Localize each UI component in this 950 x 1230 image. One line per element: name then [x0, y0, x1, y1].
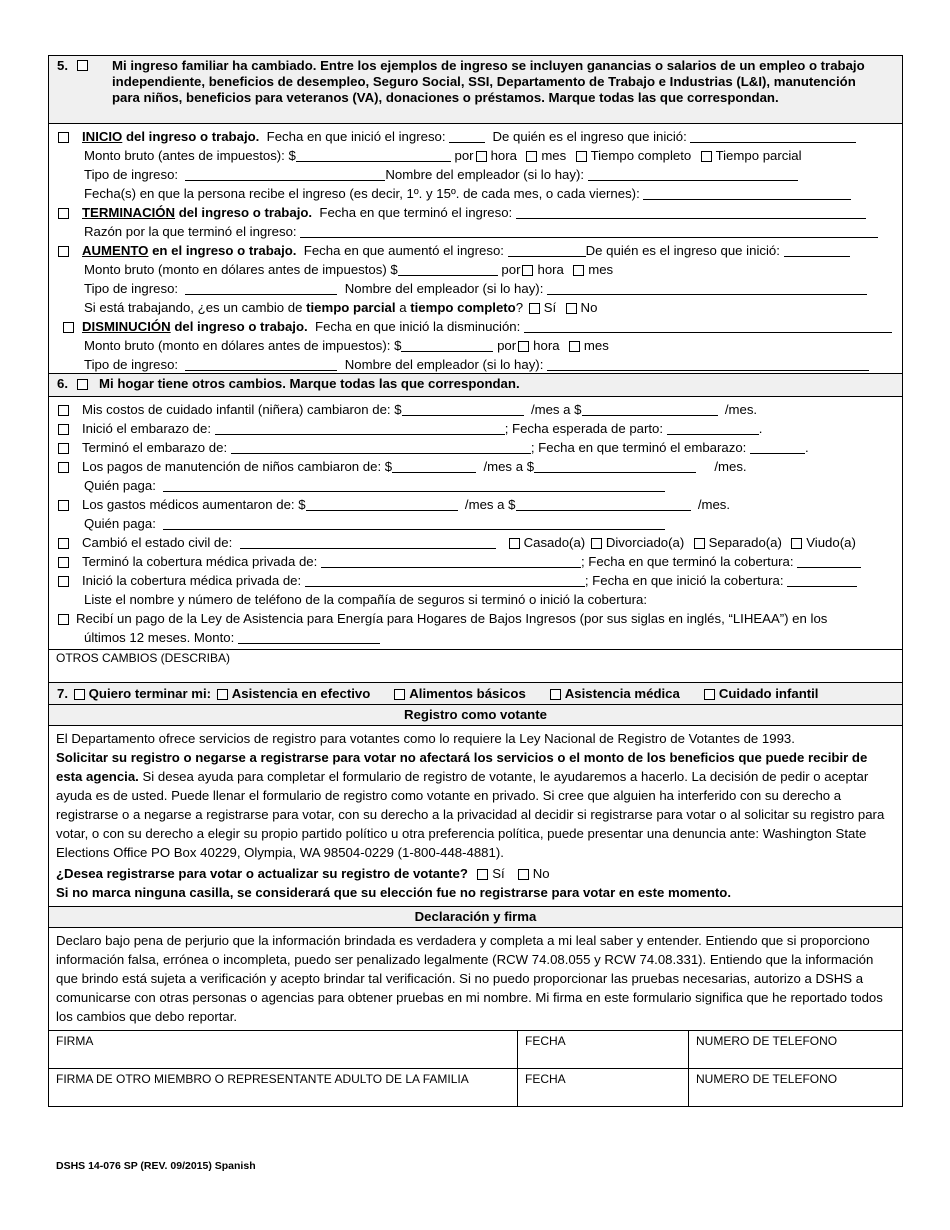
nombre-empleador-field[interactable] — [588, 167, 798, 181]
liheaa-label: Recibí un pago de la Ley de Asistencia para Energía para Hogares de Bajos Ingresos (por sus siglas en inglés, “LIHEAA”) en los — [76, 611, 828, 626]
manutencion-row — [49, 457, 902, 476]
efectivo-label: Asistencia en efectivo — [231, 686, 371, 701]
si-checkbox[interactable] — [529, 303, 540, 314]
alimentos-checkbox[interactable] — [394, 689, 405, 700]
fecha-label: FECHA — [525, 1034, 566, 1048]
signature-row-1 — [49, 1030, 902, 1068]
aumento-monto-label: Monto bruto (monto en dólares antes de impuestos) $ — [84, 262, 398, 277]
disminucion-fecha-field[interactable] — [524, 319, 892, 333]
declaration-section — [49, 907, 902, 1106]
aumento-row — [49, 241, 902, 260]
inicio-fecha-field[interactable] — [449, 129, 485, 143]
cobertura-termino-row — [49, 552, 902, 571]
fecha-termino-embarazo-field[interactable] — [750, 440, 805, 454]
nombre-empleador-label: Nombre del empleador (si lo hay): — [344, 281, 544, 296]
gastos-checkbox[interactable] — [58, 500, 69, 511]
voter-note: Si no marca ninguna casilla, se considerará que su elección fue no registrarse para votar en este momento. — [56, 885, 731, 900]
mes-end-label: /mes. — [697, 497, 731, 512]
embarazo-inicio-row — [49, 419, 902, 438]
section-5-checkbox[interactable] — [77, 60, 88, 71]
disminucion-fecha-label: Fecha en que inició la disminución: — [315, 319, 521, 334]
nombre-empleador-label: Nombre del empleador (si lo hay): — [385, 167, 585, 182]
embarazo-termino-label: Terminó el embarazo de: — [82, 440, 228, 455]
terminacion-checkbox[interactable] — [58, 208, 69, 219]
aumento-label-rest: en el ingreso o trabajo. — [148, 243, 297, 258]
voter-p2-rest: Si desea ayuda para completar el formulario de registro de votante, le ayudaremos a hacerlo. La decisión de pedir o aceptar ayuda es de usted. Puede llenar el formulario de registro como votante en privado. Si cree que alguien ha interferido con su derecho a registrarse o a negarse a registrarse para votar, con su derecho a la privacidad al decidir si registrarse para votar o al solicitar su registro para votar, o con su derecho a elegir su propio partido político u otra preferencia política, puede presentar una denuncia ante: Washington State Elections Office PO Box 40229, Olympia, WA 98504-0229 (1-800-448-4881). — [56, 769, 885, 860]
cuidado-to-field[interactable] — [582, 402, 718, 416]
manutencion-checkbox[interactable] — [58, 462, 69, 473]
tipo-ingreso-field[interactable] — [185, 357, 337, 371]
tiempo-cambio-label: Si está trabajando, ¿es un cambio de — [84, 300, 307, 315]
fecha-field-2[interactable] — [518, 1069, 689, 1106]
liheaa-row — [49, 609, 902, 628]
fechas-recibe-label: Fecha(s) en que la persona recibe el ingreso (es decir, 1º. y 15º. de cada mes, o cada viernes): — [84, 186, 640, 201]
aumento-monto-field[interactable] — [398, 262, 498, 276]
efectivo-checkbox[interactable] — [217, 689, 228, 700]
disminucion-label-rest: del ingreso o trabajo. — [170, 319, 308, 334]
no-label: No — [580, 300, 598, 315]
signature-row-2 — [49, 1068, 902, 1106]
terminacion-row — [49, 203, 902, 222]
liste-row — [84, 590, 902, 609]
section-6-checkbox[interactable] — [77, 379, 88, 390]
por-label: por — [454, 148, 474, 163]
separado-label: Separado(a) — [708, 535, 782, 550]
inicio-de-quien-field[interactable] — [690, 129, 856, 143]
fecha-label: FECHA — [525, 1072, 566, 1086]
firma-label: FIRMA — [56, 1034, 94, 1048]
infantil-label: Cuidado infantil — [718, 686, 819, 701]
hora-label: hora — [490, 148, 517, 163]
inicio-row — [49, 127, 902, 146]
manutencion-label: Los pagos de manutención de niños cambiaron de: $ — [82, 459, 393, 474]
tiempo-cambio-row — [84, 298, 902, 317]
alimentos-label: Alimentos básicos — [409, 686, 526, 701]
nombre-empleador-field[interactable] — [547, 357, 869, 371]
mes-checkbox[interactable] — [526, 151, 537, 162]
inicio-label: INICIO — [82, 129, 123, 144]
declaration-text: Declaro bajo pena de perjurio que la información brindada es verdadera y completa a mi leal saber y entender. Entiendo que si proporciono información falsa, errónea o incompleta, puedo ser penalizado legalmente (RCW 74.08.055 y RCW 74.08.331). Entiendo que la información que brindo está sujeta a verificación y acepto brindar tal verificación. Si no puedo proporcionar las pruebas necesarias, autorizo a DSHS a comunicarse con otras personas o agencias para obtener pruebas en mi nombre. Mi firma en este formulario significa que he reportado todos los cambios que debo reportar. — [56, 933, 883, 1024]
medica-label: Asistencia médica — [564, 686, 680, 701]
section-7-checkbox[interactable] — [74, 689, 85, 700]
embarazo-termino-row — [49, 438, 902, 457]
nombre-empleador-field[interactable] — [547, 281, 867, 295]
firma-field[interactable] — [49, 1031, 518, 1068]
fecha-inicio-cobertura-label: ; Fecha en que inició la cobertura: — [584, 573, 784, 588]
declaration-title: Declaración y firma — [49, 907, 902, 928]
section-7-label: Quiero terminar mi: — [88, 686, 212, 701]
por-label: por — [497, 338, 517, 353]
terminacion-fecha-field[interactable] — [516, 205, 866, 219]
nombre-empleador-label: Nombre del empleador (si lo hay): — [344, 357, 544, 372]
hora-checkbox[interactable] — [518, 341, 529, 352]
disminucion-label: DISMINUCIÓN — [82, 319, 171, 334]
a-label: a — [395, 300, 411, 315]
voter-question: ¿Desea registrarse para votar o actualizar su registro de votante? — [56, 866, 468, 881]
mes-end-label: /mes. — [724, 402, 758, 417]
quien-paga-field[interactable] — [163, 516, 665, 530]
cuidado-label: Mis costos de cuidado infantil (niñera) cambiaron de: $ — [82, 402, 402, 417]
quien-paga-label: Quién paga: — [84, 478, 156, 493]
mes-a-label: /mes a $ — [483, 459, 535, 474]
aumento-tipo-row — [84, 279, 902, 298]
viudo-checkbox[interactable] — [791, 538, 802, 549]
aumento-de-quien-field[interactable] — [784, 243, 850, 257]
telefono-field[interactable] — [689, 1031, 902, 1068]
fechas-recibe-row — [84, 184, 902, 203]
liheaa-monto-label: últimos 12 meses. Monto: — [84, 630, 235, 645]
embarazo-termino-field[interactable] — [231, 440, 531, 454]
tiempo-parcial-label: Tiempo parcial — [715, 148, 802, 163]
quien-paga-label: Quién paga: — [84, 516, 156, 531]
razon-label: Razón por la que terminó el ingreso: — [84, 224, 297, 239]
voter-p2 — [56, 748, 895, 862]
separado-checkbox[interactable] — [694, 538, 705, 549]
medica-checkbox[interactable] — [550, 689, 561, 700]
fechas-recibe-field[interactable] — [643, 186, 851, 200]
tipo-ingreso-field[interactable] — [185, 281, 337, 295]
monto-bruto-field[interactable] — [296, 148, 451, 162]
tiempo-completo-label: Tiempo completo — [590, 148, 692, 163]
section-5-title: Mi ingreso familiar ha cambiado. Entre los ejemplos de ingreso se incluyen ganancias o salarios de un empleo o trabajo independiente, beneficios de desempleo, Seguro Social, SSI, Departamento de Trabajo e Industrias (L&I), manutención para niños, beneficios para veteranos (VA), donaciones o préstamos. Marque todas las que correspondan. — [112, 58, 865, 105]
change-report-form — [48, 55, 903, 1107]
firma-otro-label: FIRMA DE OTRO MIEMBRO O REPRESENTANTE ADULTO DE LA FAMILIA — [56, 1072, 469, 1086]
fecha-termino-cobertura-label: ; Fecha en que terminó la cobertura: — [580, 554, 794, 569]
cuidado-row — [49, 400, 902, 419]
cobertura-termino-label: Terminó la cobertura médica privada de: — [82, 554, 318, 569]
estado-civil-row — [49, 533, 902, 552]
fecha-parto-field[interactable] — [667, 421, 759, 435]
question-mark: ? — [515, 300, 524, 315]
mes-a-label: /mes a $ — [464, 497, 516, 512]
embarazo-inicio-label: Inició el embarazo de: — [82, 421, 212, 436]
estado-civil-label: Cambió el estado civil de: — [82, 535, 233, 550]
fecha-inicio-cobertura-field[interactable] — [787, 573, 857, 587]
cuidado-from-field[interactable] — [402, 402, 524, 416]
section-7-row — [57, 684, 902, 703]
viudo-label: Viudo(a) — [806, 535, 856, 550]
tiempo-completo-checkbox[interactable] — [576, 151, 587, 162]
section-6-title: Mi hogar tiene otros cambios. Marque todas las que correspondan. — [99, 376, 520, 391]
cobertura-inicio-label: Inició la cobertura médica privada de: — [82, 573, 302, 588]
disminucion-tipo-row — [84, 355, 902, 374]
section-7-number: 7. — [57, 686, 68, 701]
terminacion-label: TERMINACIÓN — [82, 205, 176, 220]
embarazo-termino-checkbox[interactable] — [58, 443, 69, 454]
inicio-de-quien-label: De quién es el ingreso que inició: — [492, 129, 687, 144]
tiempo-parcial-bold: tiempo parcial — [306, 300, 396, 315]
cobertura-termino-checkbox[interactable] — [58, 557, 69, 568]
inicio-tipo-row — [84, 165, 902, 184]
section-5-body — [49, 124, 902, 374]
period: . — [758, 421, 763, 436]
hora-label: hora — [533, 338, 560, 353]
quien-paga-row-2 — [84, 514, 902, 533]
si-label: Sí — [543, 300, 557, 315]
mes-label: mes — [588, 262, 614, 277]
voter-p2-bold: Solicitar su registro o negarse a registrarse para votar no afectará los servicios o el monto de los beneficios que puede recibir de esta agencia. — [56, 750, 868, 784]
divorciado-checkbox[interactable] — [591, 538, 602, 549]
telefono-field-2[interactable] — [689, 1069, 902, 1106]
estado-civil-checkbox[interactable] — [58, 538, 69, 549]
hora-checkbox[interactable] — [476, 151, 487, 162]
voter-registration-title: Registro como votante — [49, 705, 902, 726]
voter-no-label: No — [532, 866, 550, 881]
fecha-field[interactable] — [518, 1031, 689, 1068]
section-7 — [49, 683, 902, 705]
tipo-ingreso-field[interactable] — [185, 167, 385, 181]
embarazo-inicio-checkbox[interactable] — [58, 424, 69, 435]
section-6-header — [49, 374, 902, 397]
aumento-de-quien-label: De quién es el ingreso que inició: — [585, 243, 780, 258]
terminacion-label-rest: del ingreso o trabajo. — [175, 205, 313, 220]
aumento-monto-row — [84, 260, 902, 279]
quien-paga-row — [84, 476, 902, 495]
inicio-monto-row — [84, 146, 902, 165]
embarazo-inicio-field[interactable] — [215, 421, 505, 435]
otros-cambios-box[interactable] — [49, 649, 902, 683]
por-label: por — [501, 262, 521, 277]
voter-registration-section — [49, 705, 902, 907]
tiempo-parcial-checkbox[interactable] — [701, 151, 712, 162]
gastos-label: Los gastos médicos aumentaron de: $ — [82, 497, 306, 512]
mes-label: mes — [583, 338, 609, 353]
aumento-label: AUMENTO — [82, 243, 149, 258]
cobertura-inicio-field[interactable] — [305, 573, 585, 587]
period: . — [805, 440, 809, 455]
manutencion-to-field[interactable] — [534, 459, 696, 473]
tipo-ingreso-label: Tipo de ingreso: — [84, 281, 179, 296]
estado-civil-field[interactable] — [240, 535, 496, 549]
liste-label: Liste el nombre y número de teléfono de la compañía de seguros si terminó o inició la cobertura: — [84, 592, 647, 607]
gastos-to-field[interactable] — [516, 497, 691, 511]
terminacion-fecha-label: Fecha en que terminó el ingreso: — [319, 205, 513, 220]
section-5-number: 5. — [57, 58, 68, 73]
telefono-label: NUMERO DE TELEFONO — [696, 1034, 838, 1048]
cuidado-checkbox[interactable] — [58, 405, 69, 416]
tipo-ingreso-label: Tipo de ingreso: — [84, 357, 179, 372]
tipo-ingreso-label: Tipo de ingreso: — [84, 167, 179, 182]
cobertura-inicio-row — [49, 571, 902, 590]
firma-otro-field[interactable] — [49, 1069, 518, 1106]
fecha-termino-cobertura-field[interactable] — [797, 554, 861, 568]
telefono-label: NUMERO DE TELEFONO — [696, 1072, 838, 1086]
divorciado-label: Divorciado(a) — [605, 535, 685, 550]
disminucion-monto-field[interactable] — [401, 338, 493, 352]
gastos-from-field[interactable] — [306, 497, 458, 511]
razon-row — [84, 222, 902, 241]
casado-label: Casado(a) — [523, 535, 586, 550]
aumento-fecha-label: Fecha en que aumentó el ingreso: — [303, 243, 504, 258]
mes-checkbox[interactable] — [573, 265, 584, 276]
inicio-fecha-label: Fecha en que inició el ingreso: — [266, 129, 446, 144]
section-6-body — [49, 397, 902, 683]
voter-si-label: Sí — [492, 866, 505, 881]
disminucion-row — [49, 317, 902, 336]
liheaa-checkbox[interactable] — [58, 614, 69, 625]
voter-si-checkbox[interactable] — [477, 869, 488, 880]
section-5-header — [49, 56, 902, 124]
monto-bruto-label: Monto bruto (antes de impuestos): $ — [84, 148, 296, 163]
mes-end-label: /mes. — [714, 459, 747, 474]
tiempo-completo-bold: tiempo completo — [410, 300, 516, 315]
liheaa-monto-row — [84, 628, 902, 647]
cobertura-inicio-checkbox[interactable] — [58, 576, 69, 587]
disminucion-monto-row — [84, 336, 902, 355]
mes-label: mes — [541, 148, 567, 163]
manutencion-from-field[interactable] — [392, 459, 476, 473]
inicio-checkbox[interactable] — [58, 132, 69, 143]
inicio-label-rest: del ingreso o trabajo. — [122, 129, 260, 144]
otros-cambios-label: OTROS CAMBIOS (DESCRIBA) — [56, 651, 231, 665]
liheaa-monto-field[interactable] — [238, 630, 380, 644]
razon-field[interactable] — [300, 224, 878, 238]
gastos-row — [49, 495, 902, 514]
fecha-parto-label: ; Fecha esperada de parto: — [504, 421, 664, 436]
casado-checkbox[interactable] — [509, 538, 520, 549]
disminucion-monto-label: Monto bruto (monto en dólares antes de impuestos): $ — [84, 338, 402, 353]
mes-checkbox[interactable] — [569, 341, 580, 352]
infantil-checkbox[interactable] — [704, 689, 715, 700]
voter-registration-text — [49, 726, 902, 906]
cobertura-termino-field[interactable] — [321, 554, 581, 568]
hora-label: hora — [537, 262, 564, 277]
hora-checkbox[interactable] — [522, 265, 533, 276]
aumento-fecha-field[interactable] — [508, 243, 586, 257]
form-footer: DSHS 14-076 SP (REV. 09/2015) Spanish — [56, 1160, 256, 1172]
quien-paga-field[interactable] — [163, 478, 665, 492]
voter-p1: El Departamento ofrece servicios de registro para votantes como lo requiere la Ley Nacional de Registro de Votantes de 1993. — [56, 731, 795, 746]
fecha-termino-embarazo-label: ; Fecha en que terminó el embarazo: — [530, 440, 747, 455]
voter-no-checkbox[interactable] — [518, 869, 529, 880]
no-checkbox[interactable] — [566, 303, 577, 314]
aumento-checkbox[interactable] — [58, 246, 69, 257]
mes-a-label: /mes a $ — [530, 402, 582, 417]
voter-question-row — [56, 864, 895, 883]
section-6-number: 6. — [57, 376, 68, 391]
disminucion-checkbox[interactable] — [63, 322, 74, 333]
